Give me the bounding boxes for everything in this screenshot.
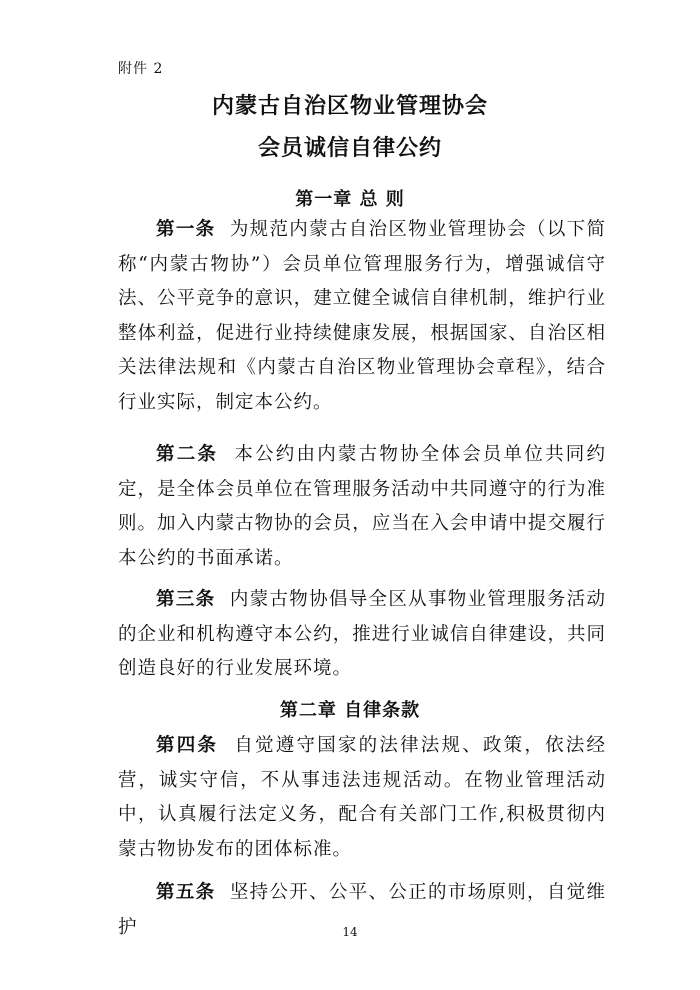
chapter-heading-2: 第二章 自律条款	[279, 700, 421, 721]
document-title-line-2: 会员诚信自律公约	[257, 136, 442, 161]
article-3-label: 第三条	[156, 589, 216, 610]
article-1-label: 第一条	[156, 219, 216, 240]
chapter-heading-1: 第一章 总 则	[295, 189, 405, 210]
article-5-text: 坚持公开、公平、公正的市场原则，自觉维护	[118, 882, 606, 938]
article-1	[118, 213, 606, 420]
article-3-text: 内蒙古物协倡导全区从事物业管理服务活动的企业和机构遵守本公约，推进行业诚信自律建设，共同创造良好的行业发展环境。	[118, 589, 606, 679]
article-2-text: 本公约由内蒙古物协全体会员单位共同约定，是全体会员单位在管理服务活动中共同遵守的行为准则。加入内蒙古物协的会员，应当在入会申请中提交履行本公约的书面承诺。	[118, 444, 606, 569]
article-1-text: 为规范内蒙古自治区物业管理协会（以下简称“内蒙古物协”）会员单位管理服务行为，增强诚信守法、公平竞争的意识，建立健全诚信自律机制，维护行业整体利益，促进行业持续健康发展，根据国家、自治区相关法律法规和《内蒙古自治区物业管理协会章程》，结合行业实际，制定本公约。	[118, 219, 606, 413]
article-4-text: 自觉遵守国家的法律法规、政策，依法经营，诚实守信，不从事违法违规活动。在物业管理活动中，认真履行法定义务，配合有关部门工作,积极贯彻内蒙古物协发布的团体标准。	[118, 735, 606, 860]
attachment-label: 附件 2	[118, 61, 164, 77]
article-4	[118, 729, 606, 867]
article-4-label: 第四条	[156, 735, 219, 756]
article-2-label: 第二条	[156, 444, 219, 465]
article-2	[118, 438, 606, 576]
page-number: 14	[342, 925, 358, 939]
article-5-label: 第五条	[156, 882, 216, 903]
document-title-line-1: 内蒙古自治区物业管理协会	[211, 94, 488, 119]
article-3	[118, 583, 606, 687]
